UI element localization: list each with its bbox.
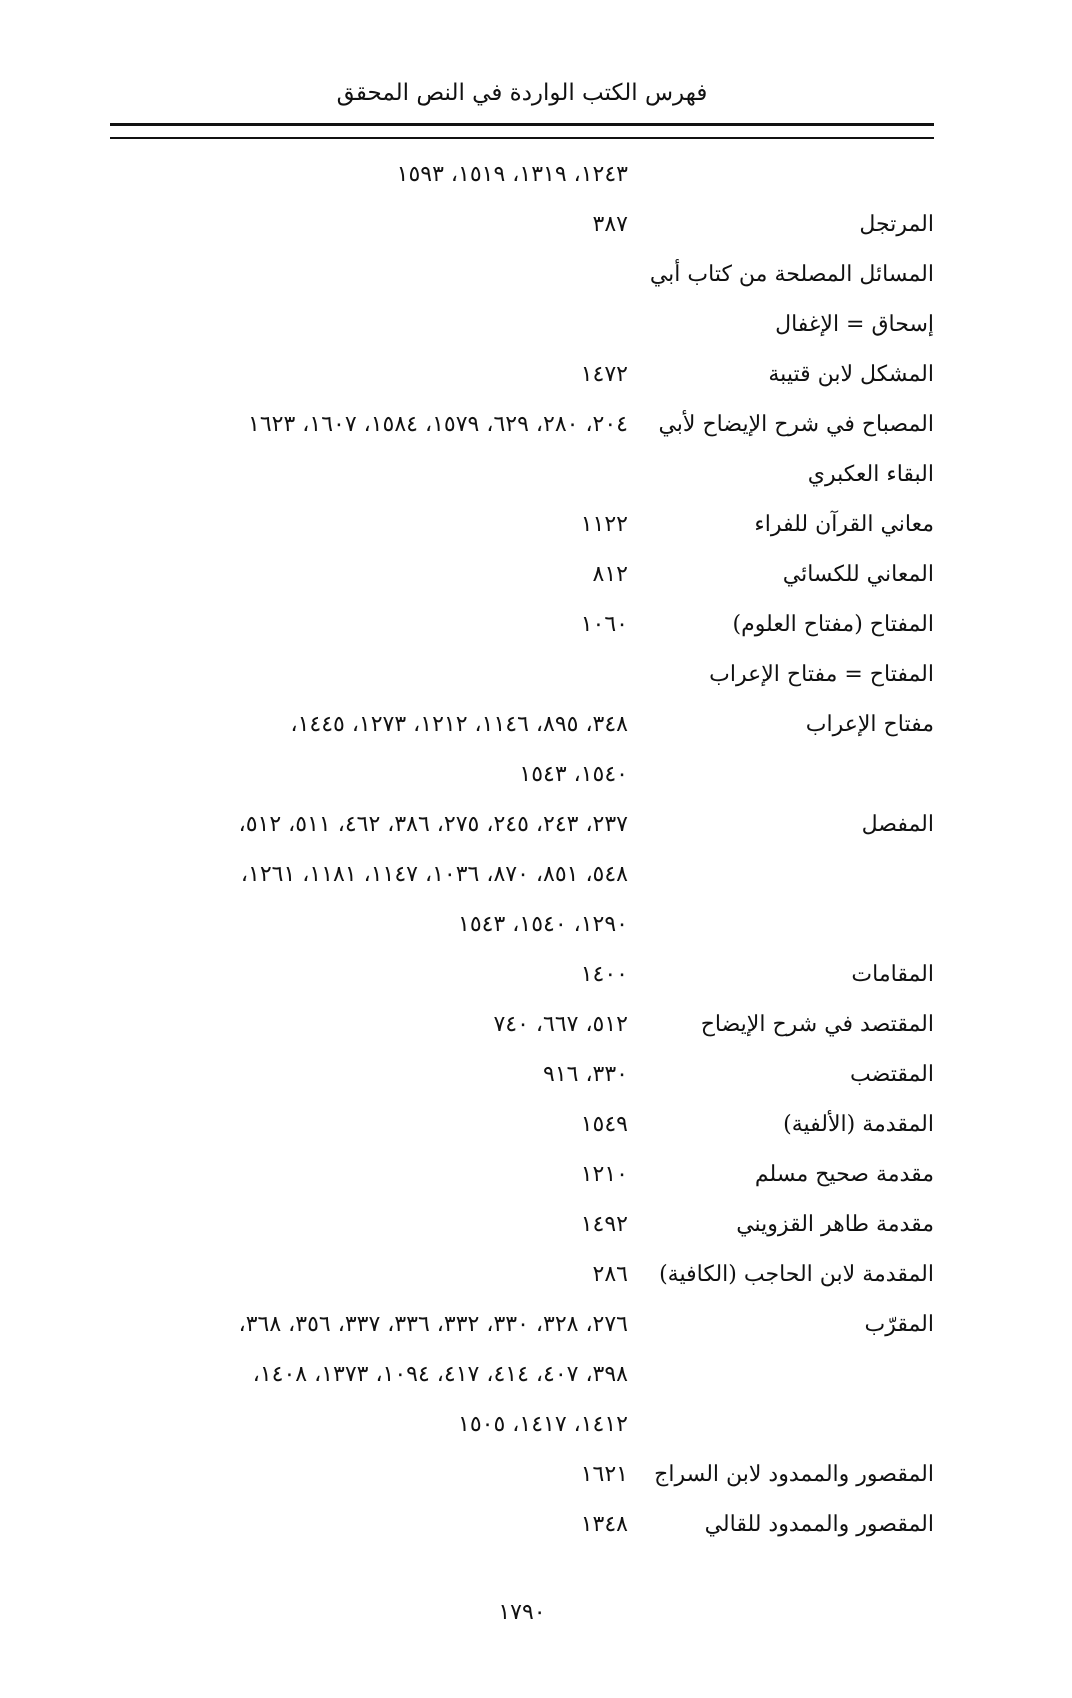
entry-title: المقدمة (الألفية) <box>783 1112 934 1137</box>
entry-page-refs: ١٤٧٢ <box>580 362 628 387</box>
index-entry <box>110 250 934 300</box>
header-rule-thin <box>110 137 934 139</box>
index-entry <box>110 600 934 650</box>
entry-title <box>628 150 934 200</box>
entry-page-refs: ٢٠٤، ٢٨٠، ٦٢٩، ١٥٧٩، ١٥٨٤، ١٦٠٧، ١٦٢٣ <box>248 412 628 437</box>
index-entry <box>110 200 934 250</box>
entry-page-refs: ١٣٤٨ <box>580 1512 628 1537</box>
entry-title: المقصور والممدود للقالي <box>704 1512 934 1537</box>
entry-title: المعاني للكسائي <box>782 562 934 587</box>
index-entry <box>110 650 934 700</box>
index-entry <box>110 950 934 1000</box>
entry-title <box>628 900 934 950</box>
entry-page-refs: ١٢٩٠، ١٥٤٠، ١٥٤٣ <box>458 912 628 937</box>
index-entry <box>110 1100 934 1150</box>
entry-title: المقدمة لابن الحاجب (الكافية) <box>659 1262 934 1287</box>
entry-page-refs: ٥١٢، ٦٦٧، ٧٤٠ <box>493 1012 628 1037</box>
index-entry <box>110 700 934 750</box>
entry-title: المقامات <box>851 962 934 987</box>
entry-title: البقاء العكبري <box>807 462 934 487</box>
entry-page-refs: ١٤٩٢ <box>580 1212 628 1237</box>
entry-page-refs: ٨١٢ <box>592 562 628 587</box>
index-entry <box>110 550 934 600</box>
index-entry <box>110 1450 934 1500</box>
entry-title: المشكل لابن قتيبة <box>768 362 934 387</box>
entry-title: المقرّب <box>864 1312 934 1337</box>
entry-title: معاني القرآن للفراء <box>754 512 934 537</box>
index-entry <box>110 350 934 400</box>
entry-page-refs <box>110 450 628 500</box>
index-entries <box>110 150 934 1550</box>
entry-page-refs: ١٢٤٣، ١٣١٩، ١٥١٩، ١٥٩٣ <box>396 162 628 187</box>
entry-page-refs: ٣٩٨، ٤٠٧، ٤١٤، ٤١٧، ١٠٩٤، ١٣٧٣، ١٤٠٨، <box>252 1362 628 1387</box>
entry-title: مقدمة صحيح مسلم <box>754 1162 934 1187</box>
entry-page-refs <box>110 650 628 700</box>
entry-title <box>628 1400 934 1450</box>
index-entry <box>110 1250 934 1300</box>
entry-page-refs: ٢٧٦، ٣٢٨، ٣٣٠، ٣٣٢، ٣٣٦، ٣٣٧، ٣٥٦، ٣٦٨، <box>238 1312 628 1337</box>
entry-page-refs: ١٠٦٠ <box>580 612 628 637</box>
entry-page-refs: ١٥٤٠، ١٥٤٣ <box>519 762 628 787</box>
index-entry <box>110 400 934 450</box>
entry-title: المرتجل <box>859 212 934 237</box>
index-entry <box>110 1150 934 1200</box>
index-entry <box>110 150 934 200</box>
index-entry <box>110 450 934 500</box>
entry-title: المسائل المصلحة من كتاب أبي <box>649 262 934 287</box>
entry-page-refs: ١٤١٢، ١٤١٧، ١٥٠٥ <box>458 1412 628 1437</box>
index-entry <box>110 750 934 800</box>
index-entry <box>110 1000 934 1050</box>
entry-title <box>628 750 934 800</box>
entry-title: المصباح في شرح الإيضاح لأبي <box>658 412 934 437</box>
entry-page-refs: ١٢١٠ <box>580 1162 628 1187</box>
entry-page-refs: ١١٢٢ <box>580 512 628 537</box>
index-entry <box>110 300 934 350</box>
entry-page-refs: ٣٣٠، ٩١٦ <box>543 1062 628 1087</box>
entry-page-refs: ١٥٤٩ <box>580 1112 628 1137</box>
index-entry <box>110 1400 934 1450</box>
entry-page-refs <box>110 250 628 300</box>
entry-title <box>628 1350 934 1400</box>
index-entry <box>110 1300 934 1350</box>
entry-title: المفتاح = مفتاح الإعراب <box>709 662 934 687</box>
index-entry <box>110 1500 934 1550</box>
entry-title: مفتاح الإعراب <box>805 712 934 737</box>
index-entry <box>110 800 934 850</box>
entry-title: إسحاق = الإغفال <box>775 312 934 337</box>
entry-title: المقتصد في شرح الإيضاح <box>700 1012 934 1037</box>
index-entry <box>110 500 934 550</box>
entry-title: المقتضب <box>850 1062 934 1087</box>
entry-page-refs: ٢٨٦ <box>592 1262 628 1287</box>
running-header: فهرس الكتب الواردة في النص المحقق <box>336 80 708 106</box>
entry-page-refs: ٣٨٧ <box>592 212 628 237</box>
entry-page-refs <box>110 300 628 350</box>
header-rule-thick <box>110 123 934 126</box>
entry-title: المقصور والممدود لابن السراج <box>654 1462 934 1487</box>
entry-title <box>628 850 934 900</box>
entry-page-refs: ١٤٠٠ <box>580 962 628 987</box>
index-entry <box>110 850 934 900</box>
entry-page-refs: ٢٣٧، ٢٤٣، ٢٤٥، ٢٧٥، ٣٨٦، ٤٦٢، ٥١١، ٥١٢، <box>238 812 628 837</box>
index-entry <box>110 900 934 950</box>
index-entry <box>110 1200 934 1250</box>
index-entry <box>110 1350 934 1400</box>
entry-page-refs: ٣٤٨، ٨٩٥، ١١٤٦، ١٢١٢، ١٢٧٣، ١٤٤٥، <box>290 712 628 737</box>
index-entry <box>110 1050 934 1100</box>
entry-page-refs: ٥٤٨، ٨٥١، ٨٧٠، ١٠٣٦، ١١٤٧، ١١٨١، ١٢٦١، <box>240 862 628 887</box>
page-number: ١٧٩٠ <box>498 1600 546 1625</box>
entry-title: المفتاح (مفتاح العلوم) <box>732 612 934 637</box>
entry-title: المفصل <box>861 812 934 837</box>
entry-title: مقدمة طاهر القزويني <box>736 1212 934 1237</box>
entry-page-refs: ١٦٢١ <box>580 1462 628 1487</box>
